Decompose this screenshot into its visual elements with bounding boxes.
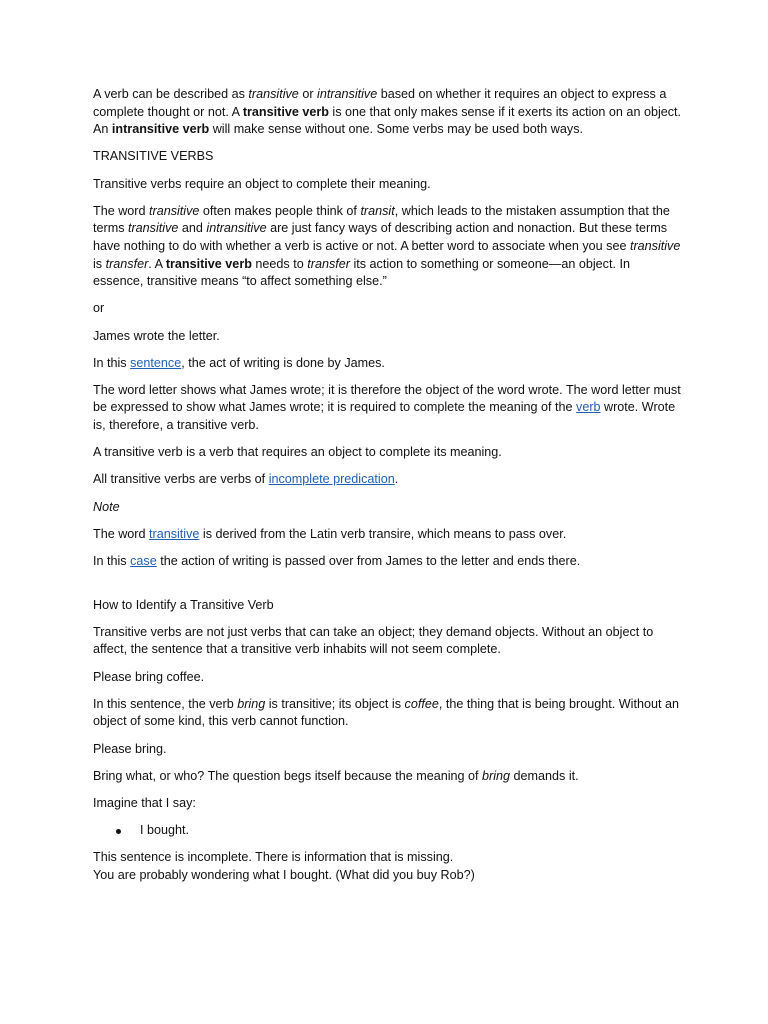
note-label: Note [93, 499, 120, 514]
demand-objects-paragraph: Transitive verbs are not just verbs that can take an object; they demand objects. Without an object to affect, the sentence that a transitive verb inhabits will not seem complete. [93, 624, 654, 657]
object-explanation-paragraph: The word letter shows what James wrote; it is therefore the object of the word wrote. The word letter must be expressed to show what James wrote; it is required to complete the meaning of the verb wrote. Wrote is, therefore, a transitive verb. [93, 382, 681, 433]
predication-paragraph: All transitive verbs are verbs of incomplete predication. [93, 472, 399, 487]
bring-explanation-paragraph: In this sentence, the verb bring is transitive; its object is coffee, the thing that is being brought. Without an object of some kind, this verb cannot function. [93, 696, 679, 729]
document-page [93, 86, 683, 894]
bring-what-paragraph: Bring what, or who? The question begs itself because the meaning of bring demands it. [93, 768, 579, 783]
incomplete-sentence-paragraph: This sentence is incomplete. There is information that is missing. You are probably wondering what I bought. (What did you buy Rob?) [93, 850, 475, 882]
etymology-paragraph: The word transitive is derived from the Latin verb transire, which means to pass over. [93, 526, 567, 541]
imagine-paragraph: Imagine that I say: [93, 795, 196, 810]
case-paragraph: In this case the action of writing is passed over from James to the letter and ends there. [93, 554, 581, 568]
example-please-bring: Please bring. [93, 741, 167, 756]
incomplete-predication-link[interactable]: incomplete predication [268, 472, 395, 487]
sentence-explanation-paragraph: In this sentence, the act of writing is done by James. [93, 355, 385, 370]
transitive-definition-paragraph: A transitive verb is a verb that requires an object to complete its meaning. [93, 445, 502, 460]
case-link[interactable]: case [130, 554, 157, 568]
section-heading-transitive-verbs: TRANSITIVE VERBS [93, 149, 214, 164]
definition-paragraph: Transitive verbs require an object to complete their meaning. [93, 176, 431, 191]
list-item: I bought. [93, 822, 683, 840]
section-heading-identify: How to Identify a Transitive Verb [93, 597, 274, 612]
or-paragraph: or [93, 301, 105, 316]
example-sentence-james: James wrote the letter. [93, 328, 220, 343]
bullet-list [93, 822, 683, 840]
verb-link[interactable]: verb [576, 400, 601, 415]
bullet-dot-icon [116, 829, 121, 834]
intro-paragraph: A verb can be described as transitive or intransitive based on whether it requires an object to express a complete thought or not. A transitive verb is one that only makes sense if it exerts its action on an object. An intransitive verb will make sense without one. Some verbs may be used both ways. [93, 87, 682, 137]
transitive-link[interactable]: transitive [149, 526, 200, 541]
example-please-bring-coffee: Please bring coffee. [93, 669, 205, 684]
transit-paragraph: The word transitive often makes people think of transit, which leads to the mistaken assumption that the terms transitive and intransitive are just fancy ways of describing action and nonaction. But these terms have nothing to do with whether a verb is active or not. A better word to associate when you see transitive is transfer. A transitive verb needs to transfer its action to something or someone—an object. In essence, transitive means “to affect something else.” [93, 203, 681, 289]
sentence-link[interactable]: sentence [130, 355, 182, 370]
